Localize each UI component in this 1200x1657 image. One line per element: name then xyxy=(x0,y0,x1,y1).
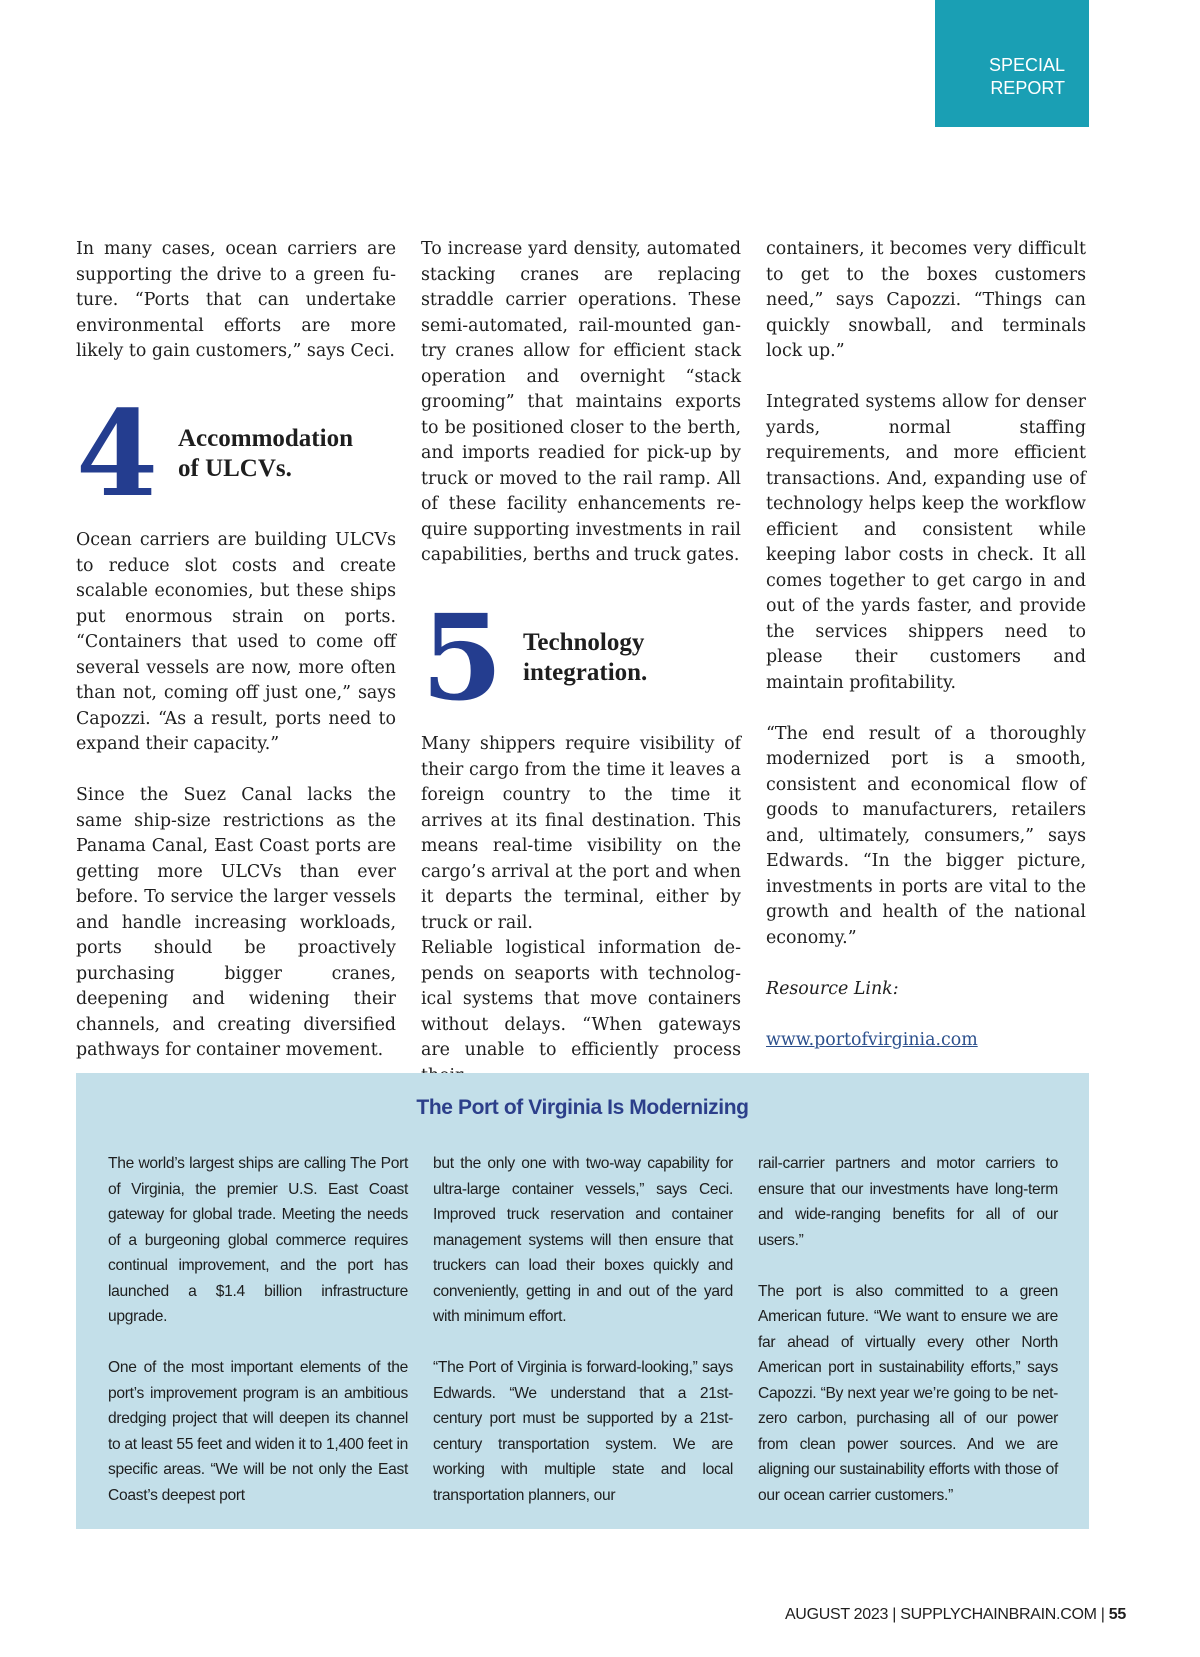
tab-label-line1: SPECIAL xyxy=(988,55,1065,75)
section-4-heading-line1: Accommodation xyxy=(178,425,353,452)
sidebar-paragraph: “The Port of Virginia is forward-looking,” says Edwards. “We understand that a 21st-century port must be supported by a 21st-century transportation system. We are working with multiple state and local transportation planners, our xyxy=(433,1359,733,1504)
footer-separator: | xyxy=(888,1606,901,1623)
sidebar-paragraph: One of the most important elements of the port’s improvement program is an ambitious dredging project that will deepen its channel to at least 55 feet and widen it to 1,400 feet in specific areas. “We will be not only the East Coast’s deepest port xyxy=(108,1359,408,1504)
article-column-2 xyxy=(421,237,741,1089)
footer-separator: | xyxy=(1096,1606,1109,1623)
article-paragraph: Ocean carriers are building ULCVs to reduce slot costs and create scalable economies, but these ships put enormous strain on ports. “Containers that used to come off several vessels are now, more often than not, coming off just one,” says Capozzi. “As a result, ports need to expand their capacity.” xyxy=(76,530,396,754)
article-paragraph: Many shippers require visibility of their cargo from the time it leaves a foreign country to the time it arrives at its final destination. This means real-time visibility on the cargo’s arrival at the port and when it departs the terminal, either by truck or rail. xyxy=(421,734,741,933)
section-4-header xyxy=(76,384,396,523)
sidebar-box xyxy=(76,1073,1089,1529)
section-5-heading-line2: integration. xyxy=(523,659,648,686)
article-paragraph: Since the Suez Canal lacks the same ship-size restrictions as the Panama Canal, East Coast ports are getting more ULCVs than ever before. To service the larger vessels and handle increasing workloads, ports should be proactively purchasing bigger cranes, deepening and widening their channels, and creating diversified pathways for container movement. xyxy=(76,785,396,1060)
footer-site: SUPPLYCHAINBRAIN.COM xyxy=(900,1606,1097,1623)
section-5-header xyxy=(421,588,741,727)
page-number: 55 xyxy=(1108,1606,1126,1623)
section-4-heading-line2: of ULCVs. xyxy=(178,455,292,482)
sidebar-column-1 xyxy=(108,1151,408,1534)
sidebar-title: The Port of Virginia Is Modernizing xyxy=(416,1096,749,1119)
sidebar-column-2 xyxy=(433,1151,733,1534)
footer-issue: AUGUST 2023 xyxy=(784,1606,889,1623)
section-4-heading xyxy=(178,424,353,484)
section-4-number: 4 xyxy=(76,384,159,523)
sidebar-paragraph: but the only one with two-way capability for ultra-large container vessels,” says Ceci. Improved truck reservation and container management systems will then ensure that truckers can load their boxes quickly and conveniently, getting in and out of the yard with minimum effort. xyxy=(433,1155,733,1325)
section-5-heading-line1: Technology xyxy=(523,629,645,656)
article-paragraph: Reliable logistical information depends on seaports with technological systems that move containers without delays. “When gateways are unable to efficiently process xyxy=(421,938,741,1060)
section-5-number: 5 xyxy=(421,588,498,727)
article-paragraph: In many cases, ocean carriers are supporting the drive to a green future. “Ports that can undertake environmental efforts are more likely to gain customers,” says Ceci. xyxy=(76,239,396,361)
article-column-3 xyxy=(766,237,1086,1053)
article-column-1 xyxy=(76,237,396,1064)
article-paragraph: “The end result of a thoroughly modernized port is a smooth, consistent and economical flow of goods to manufacturers, retailers and, ultimately, consumers,” says Edwards. “In the bigger picture, investments in ports are vital to the growth and health of the national economy.” xyxy=(766,723,1086,948)
article-paragraph: containers, it becomes very difficult to get to the boxes customers need,” says Capozzi. “Things can quickly snowball, and terminals lock up.” xyxy=(766,239,1086,361)
special-report-tab xyxy=(935,0,1089,127)
resource-link[interactable]: www.portofvirginia.com xyxy=(766,1029,978,1050)
sidebar-paragraph: rail-carrier partners and motor carriers to ensure that our investments have long-term and wide-ranging benefits for all of our users.” xyxy=(758,1155,1058,1249)
tab-label-line2: REPORT xyxy=(990,78,1065,98)
article-paragraph: Integrated systems allow for denser yards, normal staffing requirements, and more efficient transactions. And, expanding use of technology helps keep the workflow efficient and consistent while keeping labor costs in check. It all comes together to get cargo in and out of the yards faster, and provide the services shippers need to please their customers and maintain profitability. xyxy=(766,392,1086,693)
sidebar-paragraph: The port is also committed to a green American future. “We want to ensure we are far ahead of virtually every other North American port in sustainability efforts,” says Capozzi. “By next year we’re going to be net-zero carbon, purchasing all of our power from clean power sources. And we are aligning our sustainability efforts with those of our ocean carrier customers.” xyxy=(758,1282,1058,1504)
sidebar-column-3 xyxy=(758,1151,1058,1534)
article-paragraph: To increase yard density, automated stacking cranes are replacing straddle carrier operations. These semi-automated, rail-mounted gantry cranes allow for efficient stack operation and overnight “stack grooming” that maintains exports to be positioned closer to the berth, and imports readied for pick-up by truck or moved to the rail ramp. All of these facility enhancements require supporting investments in rail capabilities, berths and truck gates. xyxy=(421,239,741,565)
page-footer xyxy=(785,1606,1126,1624)
section-5-heading xyxy=(523,628,647,688)
resource-link-label: Resource Link: xyxy=(766,978,899,999)
sidebar-paragraph: The world’s largest ships are calling The Port of Virginia, the premier U.S. East Coast gateway for global trade. Meeting the needs of a burgeoning global commerce requires continual improvement, and the port has launched a $1.4 billion infrastructure upgrade. xyxy=(108,1155,408,1325)
